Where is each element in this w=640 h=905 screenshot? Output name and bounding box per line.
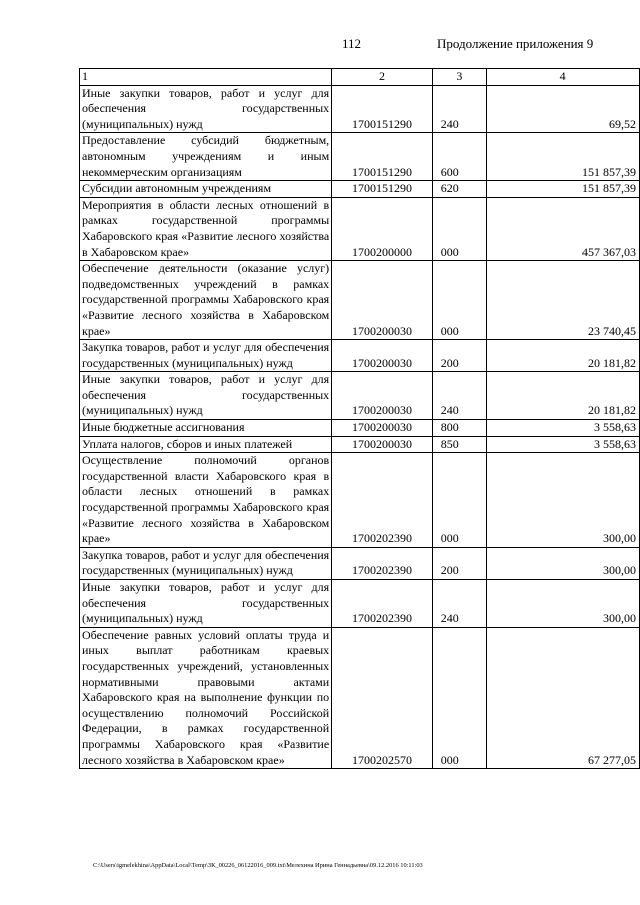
- row-csr-cell: 1700202390: [332, 547, 433, 579]
- row-name-cell: Иные бюджетные ассигнования: [80, 420, 332, 437]
- row-vr-cell: 600: [432, 133, 486, 181]
- row-name-cell: Иные закупки товаров, работ и услуг для обеспечения государственных (муниципальных) нужд: [80, 580, 332, 628]
- column-header-4: 4: [487, 69, 640, 86]
- budget-table: [79, 68, 640, 769]
- row-csr-cell: 1700200000: [332, 197, 433, 260]
- row-sum-cell: 300,00: [487, 547, 640, 579]
- row-sum-cell: 67 277,05: [487, 627, 640, 768]
- row-vr-cell: 850: [432, 436, 486, 453]
- row-csr-cell: 1700200030: [332, 436, 433, 453]
- row-sum-cell: 3 558,63: [487, 420, 640, 437]
- row-name-cell: Мероприятия в области лесных отношений в рамках государственной программы Хабаровского края «Развитие лесного хозяйства в Хабаровском крае»: [80, 197, 332, 260]
- row-name-cell: Предоставление субсидий бюджетным, автономным учреждениям и иным некоммерческим организациям: [80, 133, 332, 181]
- row-sum-cell: 20 181,82: [487, 340, 640, 372]
- row-vr-cell: 240: [432, 372, 486, 420]
- table-row: [80, 580, 640, 628]
- row-sum-cell: 69,52: [487, 85, 640, 133]
- table-row: [80, 261, 640, 340]
- row-vr-cell: 200: [432, 340, 486, 372]
- row-name-cell: Закупка товаров, работ и услуг для обеспечения государственных (муниципальных) нужд: [80, 340, 332, 372]
- row-name-cell: Субсидии автономным учреждениям: [80, 181, 332, 198]
- row-name-cell: Иные закупки товаров, работ и услуг для обеспечения государственных (муниципальных) нужд: [80, 85, 332, 133]
- column-header-2: 2: [332, 69, 433, 86]
- row-csr-cell: 1700151290: [332, 133, 433, 181]
- table-row: [80, 181, 640, 198]
- table-row: [80, 453, 640, 548]
- row-vr-cell: 000: [432, 197, 486, 260]
- table-row: [80, 436, 640, 453]
- row-csr-cell: 1700202390: [332, 453, 433, 548]
- row-vr-cell: 000: [432, 261, 486, 340]
- table-row: [80, 420, 640, 437]
- row-sum-cell: 457 367,03: [487, 197, 640, 260]
- row-csr-cell: 1700202390: [332, 580, 433, 628]
- row-sum-cell: 151 857,39: [487, 133, 640, 181]
- table-row: [80, 627, 640, 768]
- row-vr-cell: 240: [432, 85, 486, 133]
- row-sum-cell: 151 857,39: [487, 181, 640, 198]
- file-path-footer: C:\Users\igmelekhina\AppData\Local\Temp\ЗК_00226_06122016_009.txt\Мелехина Ирина Геннадьевна\09.12.2016 10:11:03: [93, 862, 423, 869]
- row-name-cell: Обеспечение равных условий оплаты труда и иных выплат работникам краевых государственных учреждений, установленных нормативными правовыми актами Хабаровского края на выполнение функции по осуществлению полномочий Российской Федерации, в рамках государственной программы Хабаровского края «Развитие лесного хозяйства в Хабаровском крае»: [80, 627, 332, 768]
- table-row: [80, 372, 640, 420]
- row-vr-cell: 200: [432, 547, 486, 579]
- continuation-title: Продолжение приложения 9: [437, 36, 594, 51]
- row-sum-cell: 23 740,45: [487, 261, 640, 340]
- row-name-cell: Уплата налогов, сборов и иных платежей: [80, 436, 332, 453]
- column-header-3: 3: [432, 69, 486, 86]
- row-csr-cell: 1700202570: [332, 627, 433, 768]
- row-csr-cell: 1700200030: [332, 372, 433, 420]
- row-csr-cell: 1700151290: [332, 85, 433, 133]
- row-vr-cell: 800: [432, 420, 486, 437]
- row-name-cell: Иные закупки товаров, работ и услуг для обеспечения государственных (муниципальных) нужд: [80, 372, 332, 420]
- row-name-cell: Обеспечение деятельности (оказание услуг) подведомственных учреждений в рамках государственной программы Хабаровского края «Развитие лесного хозяйства в Хабаровском крае»: [80, 261, 332, 340]
- row-csr-cell: 1700151290: [332, 181, 433, 198]
- table-header-row: [80, 69, 640, 86]
- page-number: 112: [342, 36, 362, 51]
- table-row: [80, 547, 640, 579]
- row-name-cell: Осуществление полномочий органов государственной власти Хабаровского края в области лесных отношений в рамках государственной программы Хабаровского края «Развитие лесного хозяйства в Хабаровском крае»: [80, 453, 332, 548]
- table-row: [80, 85, 640, 133]
- row-sum-cell: 20 181,82: [487, 372, 640, 420]
- table-row: [80, 340, 640, 372]
- row-csr-cell: 1700200030: [332, 261, 433, 340]
- row-vr-cell: 000: [432, 453, 486, 548]
- table-row: [80, 197, 640, 260]
- row-vr-cell: 000: [432, 627, 486, 768]
- column-header-1: 1: [80, 69, 332, 86]
- row-sum-cell: 3 558,63: [487, 436, 640, 453]
- row-vr-cell: 240: [432, 580, 486, 628]
- row-sum-cell: 300,00: [487, 453, 640, 548]
- row-csr-cell: 1700200030: [332, 420, 433, 437]
- table-row: [80, 133, 640, 181]
- row-sum-cell: 300,00: [487, 580, 640, 628]
- row-name-cell: Закупка товаров, работ и услуг для обеспечения государственных (муниципальных) нужд: [80, 547, 332, 579]
- row-csr-cell: 1700200030: [332, 340, 433, 372]
- row-vr-cell: 620: [432, 181, 486, 198]
